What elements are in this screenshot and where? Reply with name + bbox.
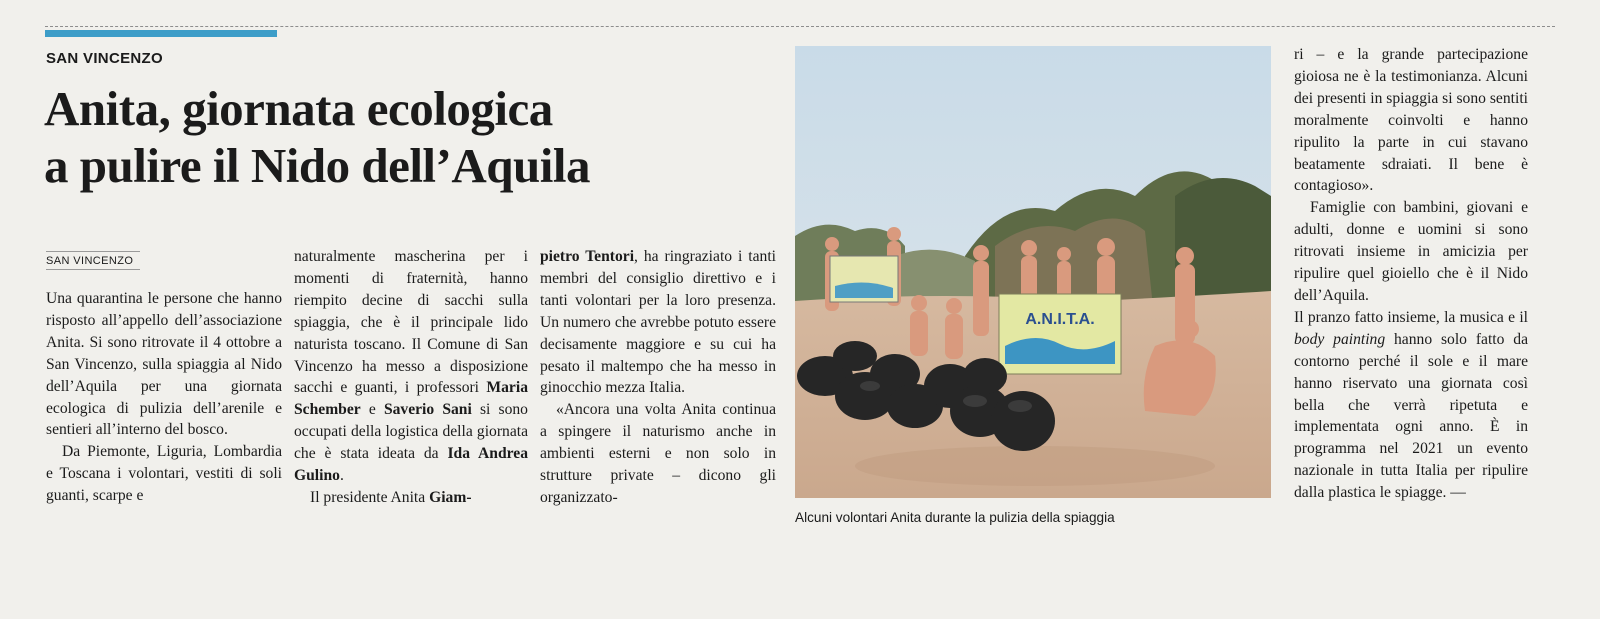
paragraph: pietro Tentori, ha ringraziato i tanti membri del consiglio direttivo e i tanti volontari per la loro presenza. Un numero che avrebbe potuto essere decisamente maggiore e su cui ha pesato il maltempo che ha messo in ginocchio mezza Italia.: [540, 248, 777, 397]
person-name: Maria Schember: [294, 379, 528, 419]
person-name: Saverio Sani: [383, 401, 472, 419]
paragraph: Il presidente Anita Giam-: [310, 488, 472, 506]
person-name: Ida Andrea Gulino: [294, 445, 528, 485]
beach-cleanup-photo: [795, 46, 1271, 498]
italic-term: body painting: [1294, 330, 1386, 348]
article-column-2: [294, 246, 528, 509]
paragraph: Da Piemonte, Liguria, Lombardia e Toscana i volontari, vestiti di soli guanti, scarpe e: [46, 443, 282, 505]
photo-caption: Alcuni volontari Anita durante la pulizia della spiaggia: [795, 510, 1115, 525]
paragraph: «Ancora una volta Anita continua a spingere il naturismo anche in ambienti esterni e non solo in strutture private – dicono gli organizzato-: [540, 401, 776, 506]
article-column-3: [540, 246, 776, 509]
top-dashed-rule: [45, 26, 1555, 27]
person-name: Giam-: [429, 488, 472, 506]
paragraph: Famiglie con bambini, giovani e adulti, donne e uomini si sono ritrovati insieme in amicizia per ripulire quel gioiello che è il Nido dell’Aquila.: [1294, 199, 1528, 304]
paragraph: naturalmente mascherina per i momenti di fraternità, hanno riempito decine di sacchi sulla spiaggia, che è il principale lido naturista toscano. Il Comune di San Vincenzo ha messo a disposizione sacchi e guanti, i professori Maria Schember e Saverio Sani si sono occupati della logistica della giornata che è stata ideata da Ida Andrea Gulino.: [294, 248, 528, 485]
paragraph: Una quarantina le persone che hanno risposto all’appello dell’associazione Anita. Si sono ritrovate il 4 ottobre a San Vincenzo, sulla spiaggia al Nido dell’Aquila per una giornata ecologica di pulizia dell’arenile e sentieri all’interno del bosco.: [46, 290, 282, 439]
article-column-4: [1294, 44, 1528, 504]
person-name: pietro Tentori: [540, 248, 635, 265]
headline: [44, 80, 764, 194]
headline-line-2: a pulire il Nido dell’Aquila: [44, 138, 590, 193]
section-color-bar: [45, 30, 277, 37]
paragraph: Il pranzo fatto insieme, la musica e il body painting hanno solo fatto da contorno perché il sole e il mare hanno riservato una giornata così bella che verrà ripetuta e implementata ogni anno. È in programma nel 2021 un evento nazionale in tutta Italia per ripulire dalla plastica le spiagge. —: [1294, 308, 1528, 502]
paragraph: ri – e la grande partecipazione gioiosa ne è la testimonianza. Alcuni dei presenti in spiaggia si sono sentiti moralmente coinvolti e hanno ripulito la parte in cui stavano beatamente sdraiati. Il bene è contagioso».: [1294, 46, 1528, 195]
dateline: SAN VINCENZO: [46, 251, 140, 270]
section-label: SAN VINCENZO: [46, 50, 163, 67]
article-column-1: [46, 288, 282, 507]
headline-line-1: Anita, giornata ecologica: [44, 81, 553, 136]
photo-banner-text: A.N.I.T.A.: [1025, 311, 1095, 328]
